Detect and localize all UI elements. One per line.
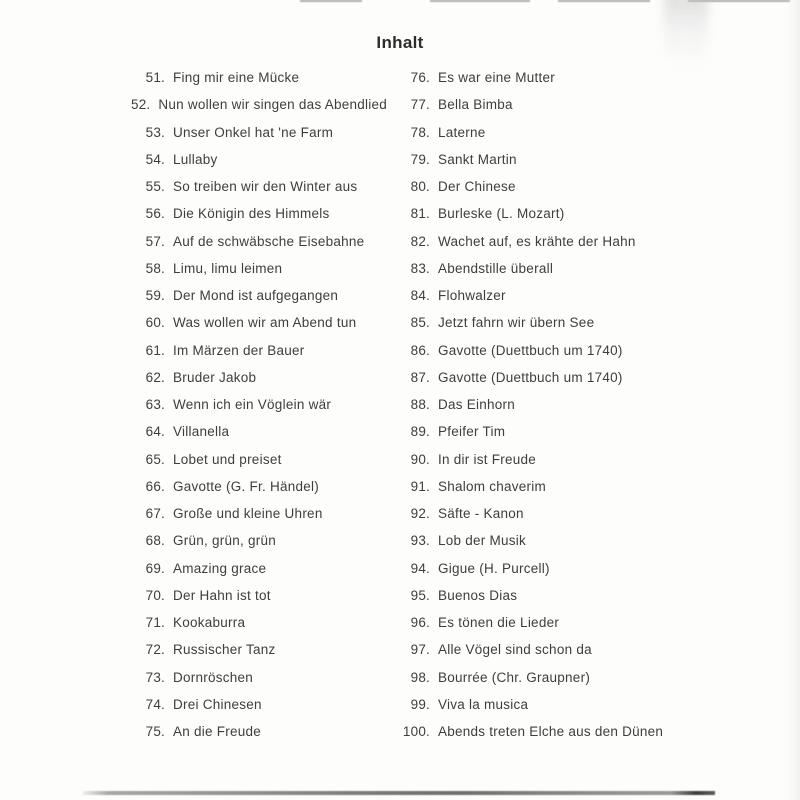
toc-item-number: 64. xyxy=(145,424,165,440)
toc-item-title: Lullaby xyxy=(173,151,218,167)
toc-row xyxy=(392,636,692,663)
toc-row xyxy=(392,391,692,418)
toc-item-number: 82. xyxy=(410,233,430,249)
toc-item-title: Drei Chinesen xyxy=(173,696,262,712)
toc-item-number: 93. xyxy=(410,533,430,549)
toc-item-title: Amazing grace xyxy=(173,560,267,576)
toc-item-number: 78. xyxy=(410,124,430,140)
toc-item-title: Das Einhorn xyxy=(438,397,516,413)
scan-artifact-top-edge xyxy=(558,0,650,2)
toc-row xyxy=(392,446,692,473)
toc-row xyxy=(127,64,387,91)
toc-row xyxy=(392,200,692,227)
toc-row xyxy=(127,636,387,663)
toc-item-number: 80. xyxy=(410,179,430,195)
toc-item-title: Laterne xyxy=(438,124,486,140)
toc-item-number: 70. xyxy=(145,587,165,603)
toc-column-left xyxy=(127,64,387,745)
toc-row xyxy=(127,337,387,364)
toc-item-title: Grün, grün, grün xyxy=(173,533,277,549)
toc-item-title: Im Märzen der Bauer xyxy=(173,342,305,358)
toc-item-number: 98. xyxy=(410,669,430,685)
toc-row xyxy=(127,446,387,473)
toc-row xyxy=(392,664,692,691)
toc-row xyxy=(392,337,692,364)
toc-item-title: Gigue (H. Purcell) xyxy=(438,560,550,576)
toc-row xyxy=(392,309,692,336)
toc-row xyxy=(392,64,692,91)
toc-item-title: Bruder Jakob xyxy=(173,369,257,385)
toc-row xyxy=(127,691,387,718)
toc-row xyxy=(127,609,387,636)
toc-item-number: 85. xyxy=(410,315,430,331)
toc-item-title: Flohwalzer xyxy=(438,288,506,304)
toc-item-number: 90. xyxy=(410,451,430,467)
toc-item-title: Pfeifer Tim xyxy=(438,424,506,440)
toc-item-title: So treiben wir den Winter aus xyxy=(173,179,358,195)
toc-item-title: An die Freude xyxy=(173,724,262,740)
toc-item-title: In dir ist Freude xyxy=(438,451,537,467)
toc-row xyxy=(392,527,692,554)
toc-item-number: 88. xyxy=(410,397,430,413)
toc-item-title: Wenn ich ein Vöglein wär xyxy=(173,397,332,413)
toc-item-title: Shalom chaverim xyxy=(438,478,547,494)
toc-item-number: 56. xyxy=(145,206,165,222)
toc-item-number: 61. xyxy=(145,342,165,358)
toc-item-number: 63. xyxy=(145,397,165,413)
toc-row xyxy=(127,473,387,500)
toc-item-title: Gavotte (Duettbuch um 1740) xyxy=(438,369,623,385)
toc-item-number: 57. xyxy=(145,233,165,249)
toc-row xyxy=(127,582,387,609)
toc-item-number: 100. xyxy=(402,724,430,740)
toc-item-title: Dornröschen xyxy=(173,669,254,685)
toc-item-number: 87. xyxy=(410,369,430,385)
toc-item-title: Auf de schwäbsche Eisebahne xyxy=(173,233,365,249)
toc-item-number: 59. xyxy=(145,288,165,304)
toc-item-title: Der Mond ist aufgegangen xyxy=(173,288,339,304)
toc-item-number: 60. xyxy=(145,315,165,331)
scan-artifact-top-edge xyxy=(430,0,530,2)
toc-item-title: Kookaburra xyxy=(173,615,246,631)
toc-item-title: Nun wollen wir singen das Abendlied xyxy=(158,97,387,113)
toc-item-number: 67. xyxy=(145,506,165,522)
toc-item-number: 68. xyxy=(145,533,165,549)
toc-row xyxy=(392,255,692,282)
toc-item-number: 69. xyxy=(145,560,165,576)
toc-item-title: Die Königin des Himmels xyxy=(173,206,330,222)
toc-item-number: 52. xyxy=(130,97,151,113)
toc-item-title: Bourrée (Chr. Graupner) xyxy=(438,669,591,685)
toc-item-title: Lob der Musik xyxy=(438,533,527,549)
toc-row xyxy=(392,473,692,500)
toc-row xyxy=(392,691,692,718)
toc-item-number: 74. xyxy=(145,696,165,712)
toc-item-title: Gavotte (Duettbuch um 1740) xyxy=(438,342,623,358)
toc-row xyxy=(392,119,692,146)
toc-row xyxy=(127,200,387,227)
toc-item-number: 96. xyxy=(410,615,430,631)
toc-item-title: Wachet auf, es krähte der Hahn xyxy=(438,233,636,249)
toc-item-number: 65. xyxy=(145,451,165,467)
toc-row xyxy=(392,228,692,255)
toc-item-number: 62. xyxy=(145,369,165,385)
toc-item-number: 72. xyxy=(145,642,165,658)
toc-item-title: Abendstille überall xyxy=(438,260,554,276)
toc-item-number: 66. xyxy=(145,478,165,494)
toc-item-number: 58. xyxy=(145,260,165,276)
toc-item-title: Burleske (L. Mozart) xyxy=(438,206,565,222)
toc-item-number: 53. xyxy=(145,124,165,140)
toc-item-title: Säfte - Kanon xyxy=(438,506,524,522)
toc-row xyxy=(127,255,387,282)
toc-item-number: 73. xyxy=(145,669,165,685)
toc-item-number: 77. xyxy=(410,97,430,113)
toc-item-title: Der Hahn ist tot xyxy=(173,587,271,603)
toc-item-number: 83. xyxy=(410,260,430,276)
toc-row xyxy=(127,555,387,582)
toc-row xyxy=(392,718,692,745)
toc-row xyxy=(127,418,387,445)
toc-item-number: 79. xyxy=(410,151,430,167)
toc-row xyxy=(392,555,692,582)
toc-row xyxy=(127,309,387,336)
toc-item-title: Lobet und preiset xyxy=(173,451,282,467)
toc-row xyxy=(127,146,387,173)
toc-item-number: 94. xyxy=(410,560,430,576)
page-title: Inhalt xyxy=(376,33,424,52)
toc-row xyxy=(392,609,692,636)
toc-item-number: 76. xyxy=(410,70,430,86)
toc-item-number: 84. xyxy=(410,288,430,304)
toc-item-title: Viva la musica xyxy=(438,696,529,712)
toc-item-number: 81. xyxy=(410,206,430,222)
toc-item-title: Jetzt fahrn wir übern See xyxy=(438,315,595,331)
toc-row xyxy=(392,91,692,118)
toc-item-number: 89. xyxy=(410,424,430,440)
toc-item-number: 55. xyxy=(145,179,165,195)
toc-row xyxy=(127,364,387,391)
toc-item-title: Abends treten Elche aus den Dünen xyxy=(438,724,664,740)
scan-artifact-page-bottom-edge xyxy=(83,791,715,795)
toc-item-number: 51. xyxy=(145,70,165,86)
toc-row xyxy=(127,228,387,255)
toc-row xyxy=(127,718,387,745)
toc-item-title: Alle Vögel sind schon da xyxy=(438,642,592,658)
toc-item-number: 54. xyxy=(145,151,165,167)
toc-item-number: 91. xyxy=(410,478,430,494)
toc-item-title: Russischer Tanz xyxy=(173,642,276,658)
toc-item-title: Große und kleine Uhren xyxy=(173,506,323,522)
toc-row xyxy=(392,364,692,391)
toc-item-number: 95. xyxy=(410,587,430,603)
toc-item-title: Limu, limu leimen xyxy=(173,260,283,276)
toc-item-title: Sankt Martin xyxy=(438,151,517,167)
toc-row xyxy=(392,500,692,527)
toc-row xyxy=(127,500,387,527)
toc-row xyxy=(127,664,387,691)
toc-column-right xyxy=(392,64,692,745)
toc-item-title: Bella Bimba xyxy=(438,97,513,113)
toc-item-title: Villanella xyxy=(173,424,230,440)
toc-item-title: Fing mir eine Mücke xyxy=(173,70,300,86)
toc-row xyxy=(127,91,387,118)
toc-item-number: 71. xyxy=(145,615,165,631)
toc-row xyxy=(392,418,692,445)
toc-row xyxy=(392,146,692,173)
toc-item-title: Was wollen wir am Abend tun xyxy=(173,315,357,331)
toc-row xyxy=(392,282,692,309)
toc-item-title: Buenos Dias xyxy=(438,587,518,603)
toc-row xyxy=(127,391,387,418)
toc-item-number: 75. xyxy=(145,724,165,740)
toc-row xyxy=(127,282,387,309)
toc-item-title: Unser Onkel hat 'ne Farm xyxy=(173,124,334,140)
toc-item-title: Es war eine Mutter xyxy=(438,70,556,86)
toc-row xyxy=(392,173,692,200)
toc-row xyxy=(127,119,387,146)
toc-item-number: 99. xyxy=(410,696,430,712)
scan-artifact-right-shade xyxy=(786,0,800,800)
toc-item-title: Der Chinese xyxy=(438,179,516,195)
scan-artifact-top-edge xyxy=(300,0,362,2)
toc-row xyxy=(127,527,387,554)
toc-item-number: 97. xyxy=(410,642,430,658)
toc-item-number: 92. xyxy=(410,506,430,522)
toc-row xyxy=(392,582,692,609)
toc-row xyxy=(127,173,387,200)
toc-item-number: 86. xyxy=(410,342,430,358)
toc-item-title: Es tönen die Lieder xyxy=(438,615,560,631)
toc-item-title: Gavotte (G. Fr. Händel) xyxy=(173,478,320,494)
